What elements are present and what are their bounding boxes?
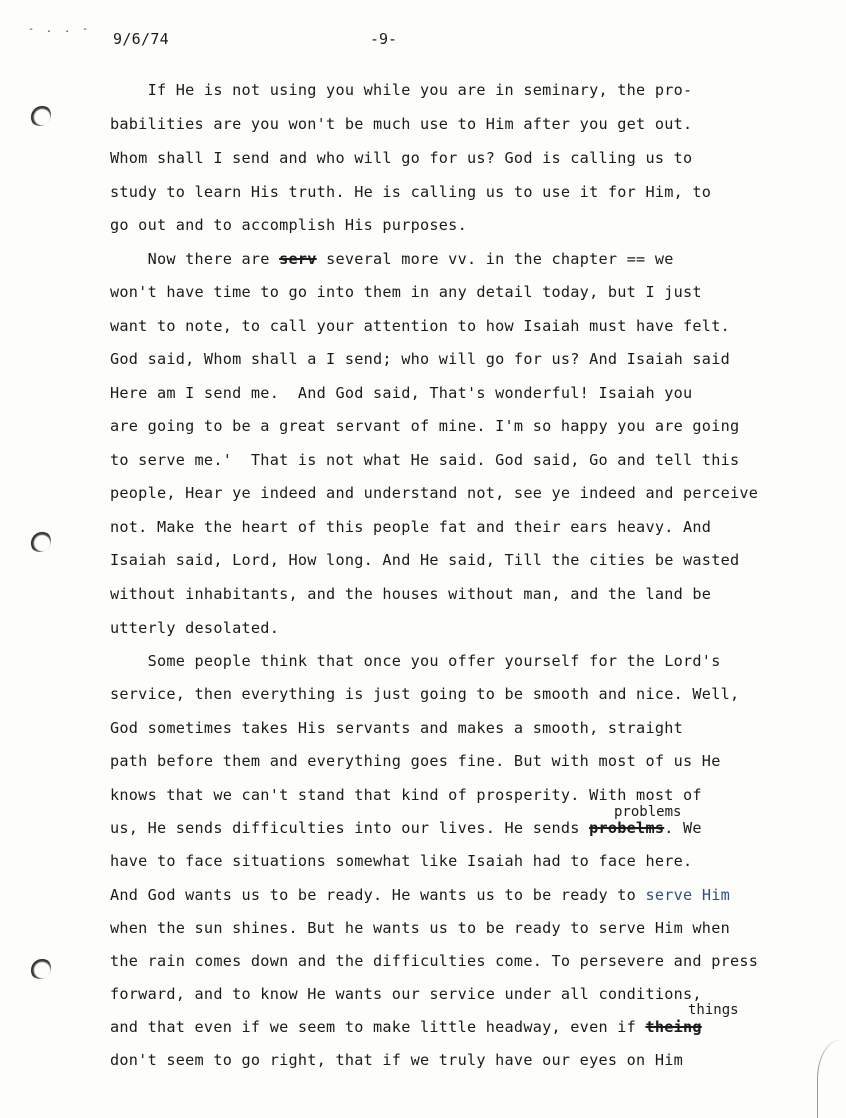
text-line: to serve me.' That is not what He said. God said, Go and tell this <box>110 451 740 469</box>
text-line: the rain comes down and the difficulties come. To persevere and press <box>110 952 759 970</box>
text-line: Whom shall I send and who will go for us? God is calling us to <box>110 149 693 167</box>
page-corner-curl <box>817 1040 846 1118</box>
text-segment: us, He sends difficulties into our lives. He sends <box>110 819 590 837</box>
text-line: service, then everything is just going to be smooth and nice. Well, <box>110 685 740 703</box>
punch-hole-icon <box>29 104 51 126</box>
text-line: study to learn His truth. He is calling us to use it for Him, to <box>110 183 712 201</box>
struck-word: serv <box>279 250 317 268</box>
text-line <box>110 249 674 269</box>
text-segment: . We <box>664 819 702 837</box>
text-line <box>110 885 730 905</box>
page-number: -9- <box>370 30 398 48</box>
page-date: 9/6/74 <box>113 30 169 48</box>
text-line: when the sun shines. But he wants us to be ready to serve Him when <box>110 919 730 937</box>
text-line: Here am I send me. And God said, That's wonderful! Isaiah you <box>110 384 693 402</box>
text-line: forward, and to know He wants our service under all conditions, <box>110 985 702 1003</box>
punch-hole-icon <box>29 957 51 979</box>
text-line: knows that we can't stand that kind of prosperity. With most of <box>110 786 702 804</box>
text-line: people, Hear ye indeed and understand not, see ye indeed and perceive <box>110 484 759 502</box>
text-segment: Now there are <box>110 250 280 268</box>
text-segment-blue: serve Him <box>645 886 730 904</box>
text-segment: several more vv. in the chapter == we <box>316 250 674 268</box>
text-line: God said, Whom shall a I send; who will go for us? And Isaiah said <box>110 350 730 368</box>
struck-word: probelms <box>589 819 665 837</box>
text-line <box>110 1017 702 1037</box>
text-segment: And God wants us to be ready. He wants us to be ready to <box>110 886 646 904</box>
text-line: not. Make the heart of this people fat and their ears heavy. And <box>110 518 712 536</box>
text-line: without inhabitants, and the houses without man, and the land be <box>110 585 712 603</box>
text-line: want to note, to call your attention to how Isaiah must have felt. <box>110 317 730 335</box>
text-line <box>110 818 702 838</box>
text-segment: and that even if we seem to make little headway, even if <box>110 1018 646 1036</box>
handwritten-insertion: problems <box>614 804 682 820</box>
text-line: won't have time to go into them in any detail today, but I just <box>110 283 702 301</box>
text-line: If He is not using you while you are in seminary, the pro- <box>110 81 693 99</box>
text-line: are going to be a great servant of mine. I'm so happy you are going <box>110 417 740 435</box>
text-line: Isaiah said, Lord, How long. And He said, Till the cities be wasted <box>110 551 740 569</box>
struck-word: theing <box>645 1018 702 1036</box>
text-line: don't seem to go right, that if we truly have our eyes on Him <box>110 1051 684 1069</box>
text-line: babilities are you won't be much use to Him after you get out. <box>110 115 693 133</box>
handwritten-insertion: things <box>688 1002 739 1018</box>
text-line: utterly desolated. <box>110 619 280 637</box>
punch-hole-icon <box>29 530 51 552</box>
text-line: Some people think that once you offer yourself for the Lord's <box>110 652 721 670</box>
paper-specks: - . . - <box>28 24 92 35</box>
text-line: God sometimes takes His servants and makes a smooth, straight <box>110 719 684 737</box>
text-line: path before them and everything goes fine. But with most of us He <box>110 752 721 770</box>
text-line: go out and to accomplish His purposes. <box>110 216 467 234</box>
text-line: have to face situations somewhat like Isaiah had to face here. <box>110 852 693 870</box>
